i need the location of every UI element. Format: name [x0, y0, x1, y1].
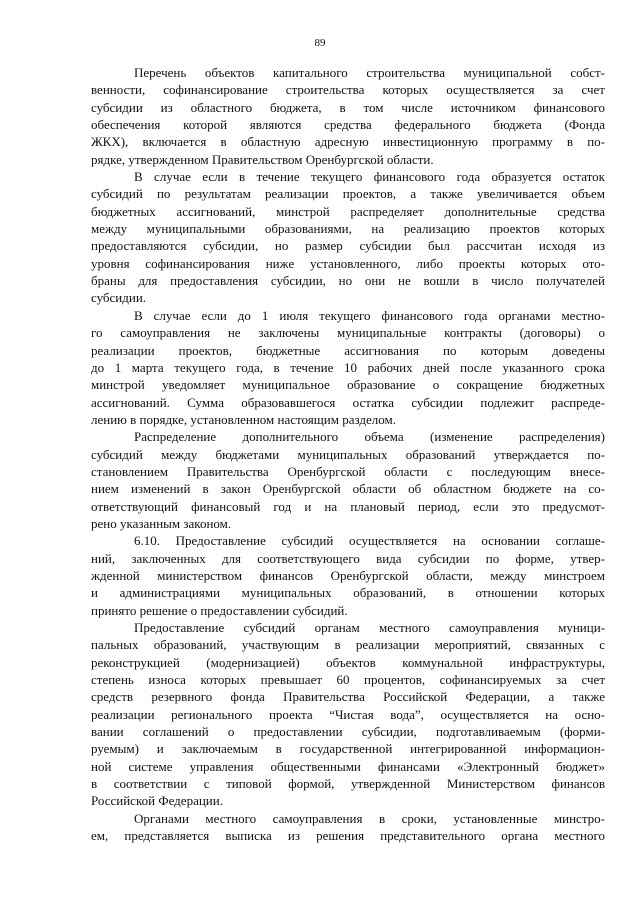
text-line: ответствующий финансовый год и на плановый период, если это предусмот- [91, 498, 605, 514]
text-line: браны для предоставления субсидии, но они не вошли в число получателей [91, 273, 605, 289]
text-line: В случае если в течение текущего финансового года образуется остаток [134, 169, 605, 185]
paragraph-redistribution [91, 428, 605, 532]
text-line: В случае если до 1 июля текущего финансового года органами местно- [134, 307, 605, 323]
paragraph-contracts-deadline [91, 307, 605, 428]
text-line: бюджетных ассигнований, минстрой распределяет дополнительные средства [91, 203, 605, 219]
document-body [91, 64, 605, 844]
text-line: субсидий по результатам реализации проектов, а также увеличивается объем [91, 186, 605, 202]
page-number: 89 [314, 37, 326, 49]
paragraph-subsidy-remainder [91, 168, 605, 307]
text-line: минстрой уведомляет муниципальное образование о сокращение бюджетных [91, 377, 605, 393]
text-line: реализации регионального проекта “Чистая вода”, осуществляется на осно- [91, 706, 605, 722]
text-line: степень износа которых превышает 60 процентов, софинансируемых за счет [91, 672, 605, 688]
paragraph-object-list [91, 64, 605, 168]
text-line: рядке, утвержденном Правительством Оренбургской области. [91, 151, 434, 167]
text-line: субсидий между бюджетами муниципальных образований утверждается по- [91, 446, 605, 462]
text-line: го самоуправления не заключены муниципальные контракты (договоры) о [91, 325, 605, 341]
text-line: жденной министерством финансов Оренбургской области, между минстроем [91, 567, 605, 583]
text-line: становлением Правительства Оренбургской области с последующим внесе- [91, 463, 605, 479]
text-line: в соответствии с типовой формой, утвержденной Министерством финансов [91, 776, 605, 792]
text-line: уровня софинансирования ниже установленного, либо проекты которых ото- [91, 255, 605, 271]
text-line: субсидии. [91, 290, 147, 306]
text-line: Органами местного самоуправления в сроки, установленные минстро- [134, 810, 605, 826]
text-line: лению в порядке, установленном настоящим разделом. [91, 411, 396, 427]
paragraph-section-6-10 [91, 532, 605, 619]
text-line: Российской Федерации. [91, 793, 223, 809]
text-line: ной системе управления общественными финансами «Электронный бюджет» [91, 758, 605, 774]
text-line: средств резервного фонда Правительства Российской Федерации, а также [91, 689, 605, 705]
text-line: субсидии из областного бюджета, в том числе источником финансового [91, 99, 605, 115]
text-line: предоставляются субсидии, но размер субсидии был рассчитан исходя из [91, 238, 605, 254]
paragraph-reserve-fund [91, 619, 605, 810]
text-line: нием изменений в закон Оренбургской области об областном бюджете на со- [91, 481, 605, 497]
text-line: рено указанным законом. [91, 515, 232, 531]
text-line: ассигнований. Сумма образовавшегося остатка субсидии подлежит распреде- [91, 394, 605, 410]
text-line: до 1 марта текущего года, в течение 10 рабочих дней после указанного срока [91, 359, 605, 375]
text-line: ЖКХ), включается в областную адресную инвестиционную программу в по- [91, 134, 605, 150]
text-line: ний, заключенных для соответствующего вида субсидии по форме, утвер- [91, 550, 605, 566]
text-line: Перечень объектов капитального строительства муниципальной собст- [134, 65, 605, 80]
text-line: ем, представляется выписка из решения представительного органа местного [91, 828, 605, 844]
text-line: 6.10. Предоставление субсидий осуществляется на основании соглаше- [134, 533, 605, 549]
text-line: венности, софинансирование строительства которых осуществляется за счет [91, 82, 605, 98]
text-line: реализации проектов, бюджетные ассигнования по которым доведены [91, 342, 605, 358]
text-line: руемым) и заключаемым в государственной интегрированной информацион- [91, 741, 605, 757]
text-line: Предоставление субсидий органам местного самоуправления муници- [134, 620, 605, 635]
text-line: между муниципальными образованиями, на реализацию проектов которых [91, 221, 605, 237]
text-line: пальных образований, участвующим в реализации мероприятий, связанных с [91, 637, 605, 653]
text-line: Распределение дополнительного объема (изменение распределения) [134, 429, 605, 445]
text-line: обеспечения которой являются средства федерального бюджета (Фонда [91, 117, 605, 133]
text-line: и администрациями муниципальных образований, в отношении которых [91, 585, 605, 601]
text-line: вании соглашений о предоставлении субсидии, подготавливаемым (форми- [91, 724, 605, 740]
paragraph-local-government-extract [91, 810, 605, 845]
text-line: реконструкцией (модернизацией) объектов коммунальной инфраструктуры, [91, 654, 605, 670]
text-line: принято решение о предоставлении субсидий. [91, 602, 348, 618]
